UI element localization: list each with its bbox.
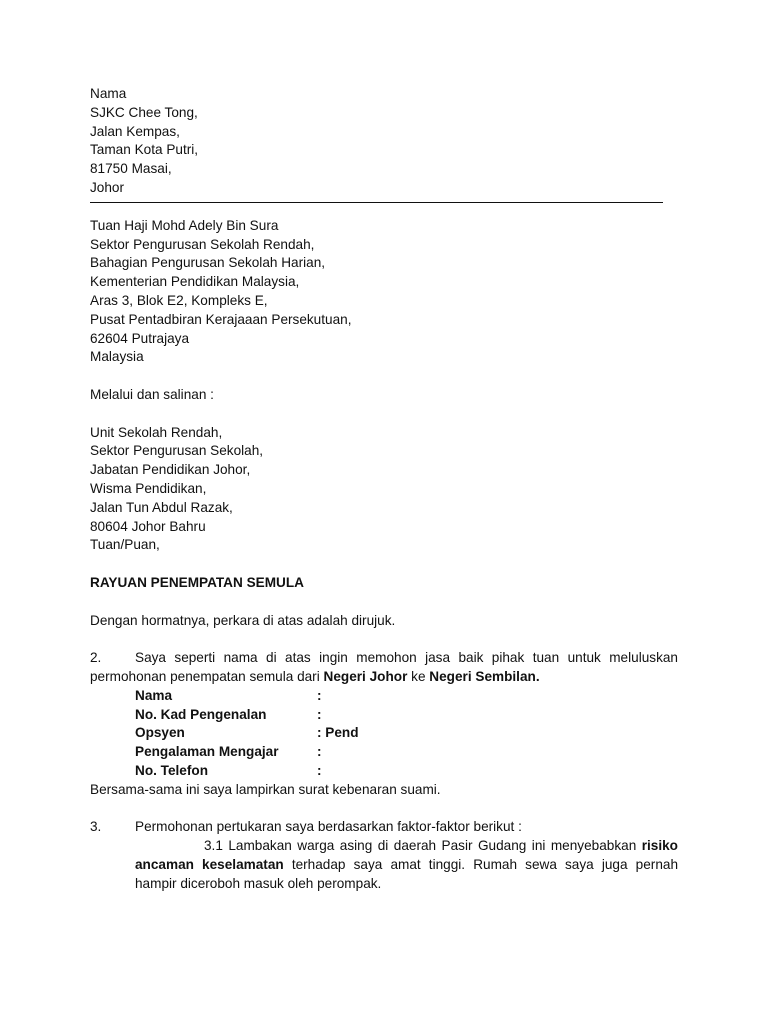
- salutation: Tuan/Puan,: [90, 537, 160, 553]
- detail-value: :: [317, 706, 322, 722]
- paragraph-2-line-1: [90, 649, 678, 668]
- paragraph-number: 2.: [90, 650, 102, 666]
- detail-label: No. Telefon: [135, 762, 208, 778]
- paragraph-text: permohonan penempatan semula dari: [90, 668, 324, 684]
- sender-address: [90, 85, 678, 198]
- recipient-address: [90, 217, 678, 367]
- detail-value: :: [317, 687, 322, 703]
- copy-line: Unit Sekolah Rendah,: [90, 424, 223, 440]
- point-text: 3.1 Lambakan warga asing di daerah Pasir Gudang ini menyebabkan: [204, 838, 642, 854]
- letter-page: [90, 85, 678, 893]
- copy-line: 80604 Johor Bahru: [90, 518, 206, 534]
- detail-value: :: [317, 762, 322, 778]
- recipient-line: Malaysia: [90, 349, 144, 365]
- sender-line: 81750 Masai,: [90, 161, 172, 177]
- recipient-line: Pusat Pentadbiran Kerajaaan Persekutuan,: [90, 311, 352, 327]
- opening-sentence: Dengan hormatnya, perkara di atas adalah dirujuk.: [90, 612, 396, 628]
- detail-row: [135, 706, 678, 725]
- paragraph-number: 3.: [90, 819, 102, 835]
- paragraph-2-line-2: [90, 668, 678, 687]
- origin-state: Negeri Johor: [323, 668, 408, 684]
- sender-line: SJKC Chee Tong,: [90, 104, 198, 120]
- detail-row: [135, 687, 678, 706]
- recipient-line: Aras 3, Blok E2, Kompleks E,: [90, 292, 268, 308]
- point-3-1: [135, 837, 678, 893]
- detail-label: Pengalaman Mengajar: [135, 744, 279, 760]
- recipient-line: Bahagian Pengurusan Sekolah Harian,: [90, 255, 326, 271]
- paragraph-3: [90, 818, 678, 837]
- letter-subject: RAYUAN PENEMPATAN SEMULA: [90, 574, 304, 590]
- detail-value: :: [317, 744, 322, 760]
- detail-label: No. Kad Pengenalan: [135, 706, 267, 722]
- detail-row: [135, 762, 678, 781]
- paragraph-text: Permohonan pertukaran saya berdasarkan faktor-faktor berikut :: [135, 819, 522, 835]
- paragraph-text: ke: [407, 668, 430, 684]
- sender-line: Jalan Kempas,: [90, 123, 180, 139]
- recipient-line: Tuan Haji Mohd Adely Bin Sura: [90, 217, 279, 233]
- sender-line: Johor: [90, 179, 125, 195]
- recipient-line: Sektor Pengurusan Sekolah Rendah,: [90, 236, 315, 252]
- detail-row: [135, 743, 678, 762]
- attachment-note: Bersama-sama ini saya lampirkan surat kebenaran suami.: [90, 781, 441, 797]
- detail-label: Nama: [135, 687, 173, 703]
- paragraph-text: Saya seperti nama di atas ingin memohon jasa baik pihak tuan untuk meluluskan: [135, 650, 678, 666]
- header-divider: [90, 202, 663, 203]
- copy-line: Jalan Tun Abdul Razak,: [90, 499, 233, 515]
- copy-line: Sektor Pengurusan Sekolah,: [90, 443, 264, 459]
- sender-line: Taman Kota Putri,: [90, 142, 199, 158]
- point-emphasis: risiko ancaman keselamatan: [135, 838, 678, 872]
- sender-line: Nama: [90, 86, 127, 101]
- detail-row: [135, 724, 678, 743]
- destination-state: Negeri Sembilan.: [429, 668, 540, 684]
- copy-line: Jabatan Pendidikan Johor,: [90, 462, 251, 478]
- detail-value: : Pend: [317, 725, 359, 741]
- copy-line: Wisma Pendidikan,: [90, 480, 207, 496]
- applicant-details: [135, 687, 678, 781]
- recipient-line: Kementerian Pendidikan Malaysia,: [90, 274, 300, 290]
- via-label: Melalui dan salinan :: [90, 386, 214, 402]
- paragraph-2: [90, 649, 678, 687]
- recipient-line: 62604 Putrajaya: [90, 330, 190, 346]
- copy-address: [90, 424, 678, 537]
- point-text: terhadap saya amat tinggi. Rumah sewa saya juga pernah hampir diceroboh masuk oleh perompak.: [135, 856, 679, 891]
- detail-label: Opsyen: [135, 725, 185, 741]
